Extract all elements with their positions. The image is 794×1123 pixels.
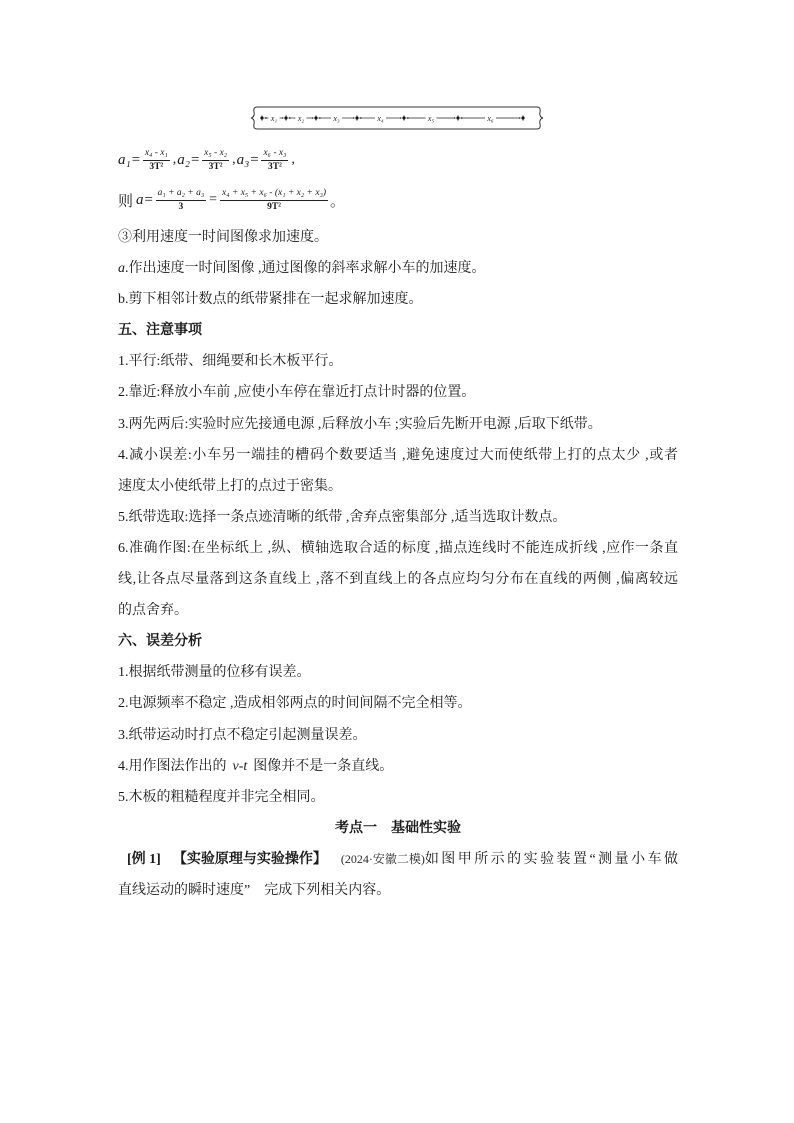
body-text — [118, 222, 678, 906]
topic-title: 考点一 基础性实验 — [335, 820, 461, 836]
a3-label: a₃= — [236, 151, 260, 168]
displacement-numerator: x₄ + x₅ + x₆ - (x₁ + x₂ + x₃) — [220, 188, 328, 201]
separator-comma: , — [291, 152, 295, 167]
tape-dot — [260, 116, 263, 119]
precaution-item-6-end: 的点舍弃。 — [118, 603, 188, 619]
mean-denominator: 3 — [178, 201, 184, 212]
precaution-item-4-cont: 速度太小使纸带上打的点过于密集。 — [118, 478, 342, 494]
tape-label-x3: x₃ — [333, 113, 340, 123]
mean-numerator: a₁ + a₂ + a₃ — [156, 188, 206, 201]
tape-dot — [456, 116, 459, 119]
precaution-item-6: 6.准确作图:在坐标纸上 ,纵、横轴选取合适的标度 ,描点连线时不能连成折线 ,应作一条直 — [118, 540, 678, 556]
example-category: 【实验原理与实验操作】 — [172, 851, 327, 867]
precaution-item-6-cont: 线,让各点尽量落到这条直线上 ,落不到直线上的各点应均匀分布在直线的两侧 ,偏离较远 — [118, 572, 678, 588]
vt-symbol: v-t — [232, 758, 248, 774]
tape-label-x1: x₁ — [270, 113, 278, 123]
a2-fraction — [202, 148, 229, 173]
example-text: 如图甲所示的实验装置“测量小车做 — [424, 851, 678, 867]
formula-average-acceleration — [118, 185, 345, 215]
a1-numerator: x₄ - x₁ — [143, 148, 170, 161]
formula-term-a3 — [237, 148, 296, 173]
displacement-denominator: 9T² — [267, 201, 281, 212]
formula-period: 。 — [330, 193, 346, 210]
precaution-item-2: 2.靠近:释放小车前 ,应使小车停在靠近打点计时器的位置。 — [118, 385, 476, 401]
section-heading-error-analysis: 六、误差分析 — [118, 634, 202, 650]
item-text: .剪下相邻计数点的纸带紧排在一起求解加速度。 — [125, 292, 423, 308]
tape-dot — [284, 116, 287, 119]
formula-lhs: a= — [136, 191, 154, 208]
tape-label-x4: x₄ — [377, 113, 384, 123]
separator-comma: , — [172, 152, 177, 167]
item-marker: b — [118, 292, 125, 308]
a3-fraction — [261, 148, 288, 173]
example-tag: [例 1] — [127, 851, 161, 867]
error-item-4 — [118, 751, 678, 782]
a3-denominator: 3T² — [267, 161, 282, 172]
a2-numerator: x₅ - x₂ — [202, 148, 229, 161]
error-item-5: 5.木板的粗糙程度并非完全相同。 — [118, 789, 325, 805]
a1-fraction — [143, 148, 170, 173]
formula-term-a2 — [177, 148, 236, 173]
a1-denominator: 3T² — [149, 161, 164, 172]
example-source: (2024·安徽二模) — [340, 851, 425, 866]
tape-dot — [355, 116, 358, 119]
tape-label-x6: x₆ — [487, 113, 494, 123]
equals-sign: = — [209, 192, 218, 207]
formula-term-a1 — [118, 148, 177, 173]
formula-prefix: 则 — [118, 193, 134, 210]
precaution-item-4: 4.减小误差:小车另一端挂的槽码个数要适当 ,避免速度过大而使纸带上打的点太少 ,或者 — [118, 447, 678, 463]
paper-tape-figure — [248, 104, 546, 132]
item-text: .作出速度一时间图像 ,通过图像的斜率求解小车的加速度。 — [125, 261, 486, 277]
error-item-3: 3.纸带运动时打点不稳定引起测量误差。 — [118, 727, 367, 743]
example-line-1 — [118, 844, 678, 875]
precaution-item-3: 3.两先两后:实验时应先接通电源 ,后释放小车 ;实验后先断开电源 ,后取下纸带。 — [118, 416, 602, 432]
error-item-4-prefix: 4.用作图法作出的 — [118, 758, 227, 774]
tape-dot — [314, 116, 317, 119]
a2-label: a₂= — [177, 151, 201, 168]
a1-label: a₁= — [118, 151, 141, 168]
tape-dot — [402, 116, 405, 119]
method-3-title: ③利用速度一时间图像求加速度。 — [118, 230, 328, 245]
section-heading-precautions: 五、注意事项 — [118, 323, 202, 339]
item-marker: a — [118, 261, 125, 277]
method-3-item-a — [118, 253, 678, 284]
mean-fraction — [156, 188, 206, 213]
formula-partial-accelerations — [118, 145, 296, 175]
error-item-2: 2.电源频率不稳定 ,造成相邻两点的时间间隔不完全相等。 — [118, 696, 472, 712]
precaution-item-5: 5.纸带选取:选择一条点迹清晰的纸带 ,舍弃点密集部分 ,适当选取计数点。 — [118, 509, 567, 525]
tape-label-x2: x₂ — [297, 113, 305, 123]
error-item-1: 1.根据纸带测量的位移有误差。 — [118, 665, 311, 681]
error-item-4-suffix: 图像并不是一条直线。 — [253, 758, 394, 774]
precaution-item-1: 1.平行:纸带、细绳要和长木板平行。 — [118, 354, 343, 370]
tape-label-x5: x₅ — [427, 113, 435, 123]
separator-comma: , — [232, 152, 236, 167]
method-3-item-b — [118, 284, 678, 315]
displacement-fraction — [220, 188, 328, 213]
a3-numerator: x₆ - x₃ — [261, 148, 288, 161]
a2-denominator: 3T² — [208, 161, 223, 172]
tape-dot — [521, 116, 524, 119]
example-line-2: 直线运动的瞬时速度” 完成下列相关内容。 — [118, 882, 391, 898]
